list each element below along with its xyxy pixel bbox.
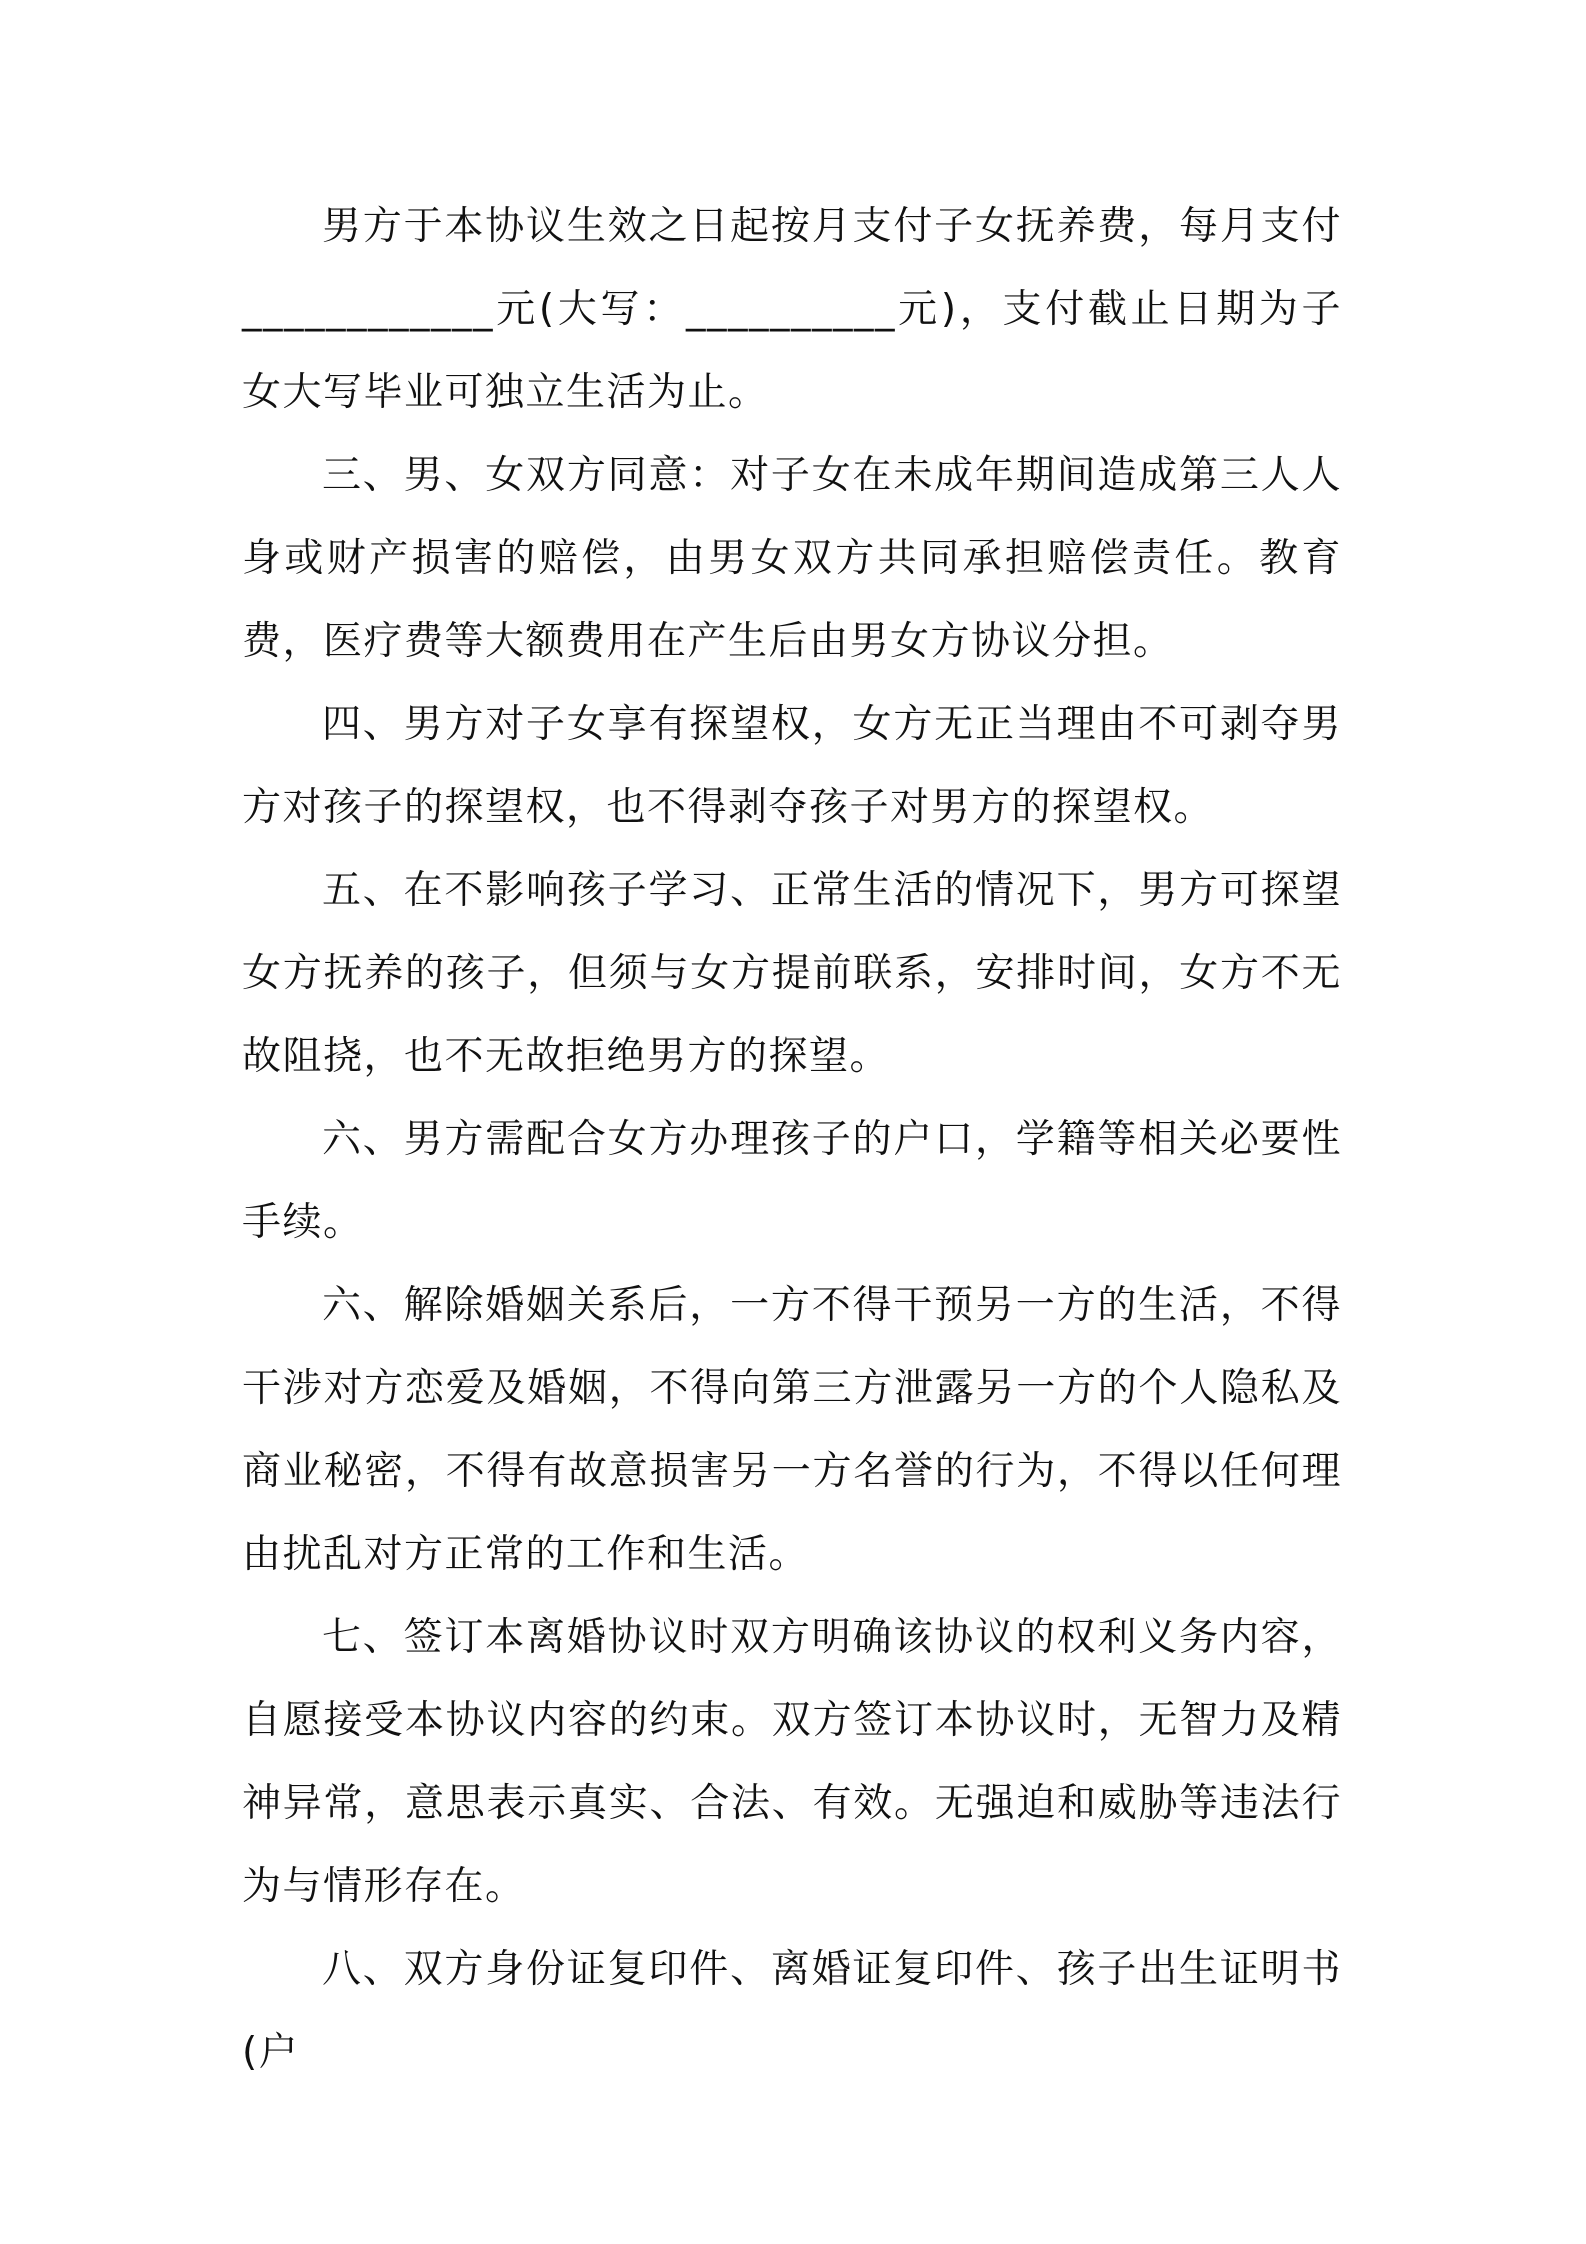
paragraph-child-support: 男方于本协议生效之日起按月支付子女抚养费，每月支付____________元(大写：__________元)，支付截止日期为子女大写毕业可独立生活为止。	[242, 204, 1342, 415]
paragraph-clause-3: 三、男、女双方同意：对子女在未成年期间造成第三人人身或财产损害的赔偿，由男女双方共同承担赔偿责任。教育费，医疗费等大额费用在产生后由男女方协议分担。	[242, 453, 1342, 664]
paragraph-clause-5: 五、在不影响孩子学习、正常生活的情况下，男方可探望女方抚养的孩子，但须与女方提前联系，安排时间，女方不无故阻挠，也不无故拒绝男方的探望。	[242, 868, 1342, 1079]
paragraph-clause-7: 七、签订本离婚协议时双方明确该协议的权利义务内容，自愿接受本协议内容的约束。双方签订本协议时，无智力及精神异常，意思表示真实、合法、有效。无强迫和威胁等违法行为与情形存在。	[242, 1615, 1342, 1909]
paragraph-clause-6a: 六、男方需配合女方办理孩子的户口，学籍等相关必要性手续。	[242, 1117, 1342, 1245]
paragraph-clause-8: 八、双方身份证复印件、离婚证复印件、孩子出生证明书(户	[242, 1947, 1342, 2075]
paragraph-clause-4: 四、男方对子女享有探望权，女方无正当理由不可剥夺男方对孩子的探望权，也不得剥夺孩子对男方的探望权。	[242, 702, 1342, 830]
document-body	[242, 185, 1342, 2094]
paragraph-clause-6b: 六、解除婚姻关系后，一方不得干预另一方的生活，不得干涉对方恋爱及婚姻，不得向第三方泄露另一方的个人隐私及商业秘密，不得有故意损害另一方名誉的行为，不得以任何理由扰乱对方正常的工作和生活。	[242, 1283, 1342, 1577]
